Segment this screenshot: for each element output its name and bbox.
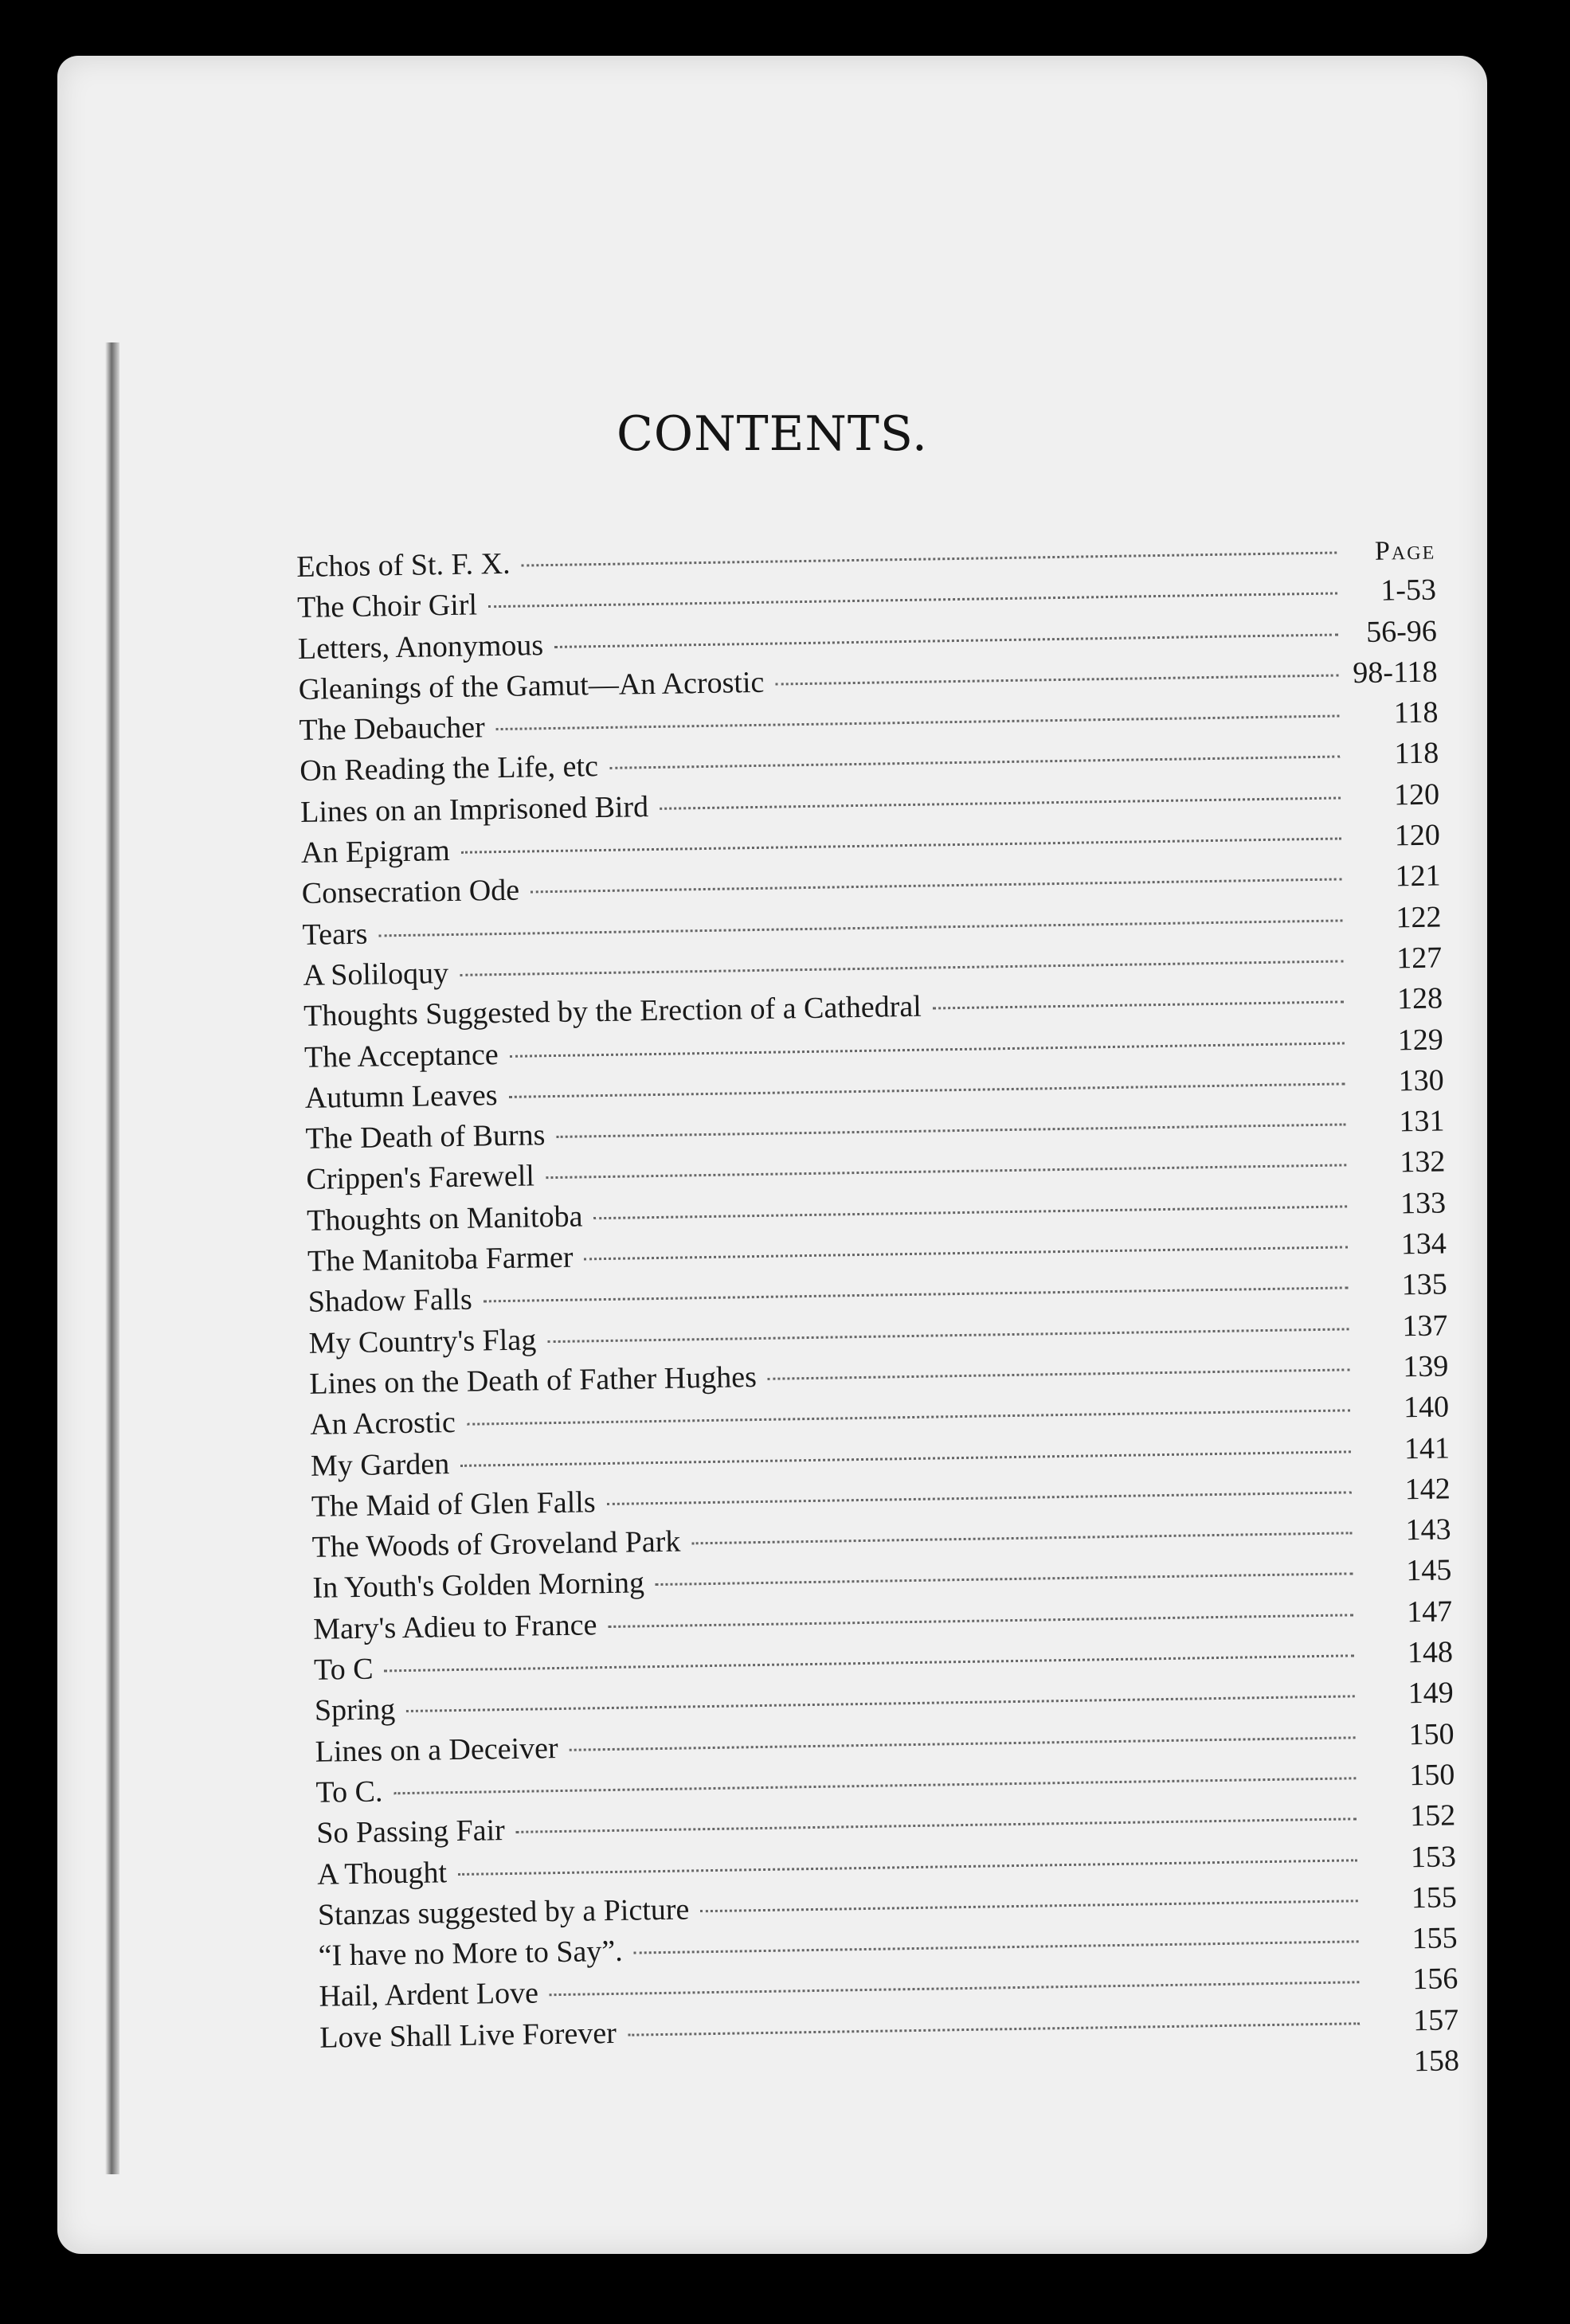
toc-entry-title: Lines on a Deceiver [315, 1731, 558, 1769]
toc-entry-title: A Thought [316, 1855, 448, 1892]
toc-entry-title: On Reading the Life, etc [300, 749, 599, 788]
toc-entry-title: Mary's Adieu to France [312, 1607, 597, 1646]
toc-entry-page: 129 [1397, 1023, 1444, 1057]
dot-leader [607, 1491, 1352, 1505]
toc-entry-page: 56-96 [1365, 614, 1438, 649]
toc-entry-page: 149 [1408, 1676, 1455, 1711]
dot-leader [488, 593, 1337, 608]
toc-entry-page: 155 [1411, 1921, 1458, 1956]
toc-entry-title: Echos of St. F. X. [296, 546, 511, 584]
toc-entry-page: 120 [1394, 818, 1441, 853]
dot-leader [458, 1859, 1357, 1876]
dot-leader [608, 1614, 1353, 1628]
toc-entry-page: 156 [1412, 1962, 1458, 1997]
dot-leader [556, 1124, 1345, 1139]
dot-leader [461, 838, 1341, 854]
toc-entry-title: Shadow Falls [307, 1282, 473, 1320]
toc-entry-page: 133 [1400, 1186, 1447, 1221]
toc-entry-page: 155 [1411, 1880, 1458, 1915]
toc-entry-page: 158 [1413, 2044, 1460, 2079]
dot-leader [516, 1817, 1357, 1833]
dot-leader [691, 1532, 1352, 1544]
toc-entry-page: 141 [1404, 1430, 1451, 1465]
toc-entry-page: 147 [1406, 1594, 1453, 1629]
toc-entry-page: Page [1374, 535, 1436, 566]
toc-entry-title: Gleanings of the Gamut—An Acrostic [298, 665, 765, 706]
toc-entry-page: 118 [1393, 695, 1439, 730]
dot-leader [768, 1368, 1350, 1379]
dot-leader [775, 674, 1338, 685]
dot-leader [700, 1899, 1357, 1912]
spine-shadow [105, 342, 119, 2174]
toc-entry-page: 142 [1404, 1472, 1451, 1507]
toc-entry-page: 120 [1393, 777, 1440, 812]
toc-entry-page: 134 [1400, 1227, 1447, 1262]
dot-leader [508, 1082, 1345, 1097]
toc-entry-title: Thoughts Suggested by the Erection of a Cathedral [303, 990, 922, 1034]
toc-entry-page: 118 [1394, 736, 1439, 771]
toc-entry-page: 148 [1407, 1635, 1454, 1670]
toc-entry-page: 137 [1402, 1309, 1448, 1343]
dot-leader [510, 1042, 1345, 1057]
toc-entry-page: 145 [1405, 1553, 1452, 1588]
toc-entry-title: “I have no More to Say”. [318, 1934, 624, 1973]
toc-entry-page: 132 [1399, 1144, 1446, 1180]
dot-leader [546, 1164, 1346, 1180]
dot-leader [484, 1287, 1349, 1303]
toc-entry-page: 98-118 [1353, 655, 1438, 691]
toc-entry-title: An Acrostic [309, 1406, 456, 1442]
toc-entry-title: Consecration Ode [301, 874, 520, 911]
toc-entry-page: 122 [1396, 900, 1442, 935]
toc-entry-title: The Death of Burns [305, 1118, 546, 1156]
toc-entry-title: The Manitoba Farmer [307, 1240, 574, 1278]
toc-entry-page: 139 [1402, 1349, 1449, 1384]
dot-leader [628, 2022, 1360, 2036]
toc-entry-title: The Woods of Groveland Park [311, 1524, 681, 1564]
toc-entry-title: Love Shall Live Forever [319, 2016, 617, 2055]
dot-leader [467, 1410, 1350, 1426]
toc-entry-title: Lines on an Imprisoned Bird [300, 789, 649, 829]
dot-leader [554, 633, 1338, 648]
dot-leader [460, 960, 1343, 976]
toc-entry-title: My Country's Flag [308, 1323, 537, 1360]
page-title: CONTENTS. [617, 406, 928, 462]
dot-leader [385, 1654, 1354, 1672]
toc-entry-title: In Youth's Golden Morning [312, 1566, 645, 1606]
toc-entry-page: 152 [1409, 1798, 1456, 1833]
toc-entry-title: Hail, Ardent Love [319, 1976, 539, 2014]
dot-leader [406, 1696, 1355, 1713]
dot-leader [547, 1328, 1349, 1343]
dot-leader [550, 1982, 1359, 1997]
toc-entry-title: The Maid of Glen Falls [311, 1485, 596, 1524]
toc-entry-title: To C [313, 1652, 374, 1687]
dot-leader [378, 919, 1342, 937]
dot-leader [933, 1001, 1344, 1010]
toc-entry-page: 143 [1405, 1512, 1451, 1547]
toc-entry-title: Letters, Anonymous [297, 628, 544, 666]
book-page [57, 56, 1487, 2254]
toc-entry-page: 130 [1398, 1063, 1444, 1098]
toc-entry-title: To C. [315, 1774, 383, 1810]
toc-entry-title: My Garden [310, 1446, 450, 1483]
dot-leader [593, 1205, 1347, 1219]
dot-leader [634, 1940, 1359, 1954]
dot-leader [522, 551, 1337, 566]
toc-entry-page: 157 [1412, 2002, 1459, 2037]
toc-entry-page: 127 [1396, 941, 1443, 976]
toc-entry-page: 128 [1396, 981, 1443, 1016]
table-of-contents [296, 532, 1459, 2103]
toc-entry-title: A Soliloquy [303, 957, 449, 992]
dot-leader [656, 1573, 1353, 1587]
dot-leader [496, 715, 1340, 731]
toc-entry-page: 140 [1403, 1390, 1450, 1425]
toc-entry-page: 131 [1399, 1104, 1445, 1139]
toc-entry-title: Spring [314, 1692, 396, 1728]
toc-entry-title: The Debaucher [299, 710, 486, 748]
toc-entry-title: Stanzas suggested by a Picture [317, 1892, 690, 1932]
dot-leader [393, 1777, 1356, 1794]
dot-leader [609, 756, 1340, 769]
toc-entry-page: 153 [1410, 1839, 1457, 1874]
toc-entry-title: Crippen's Farewell [306, 1159, 535, 1197]
toc-entry-title: The Choir Girl [296, 588, 478, 625]
toc-entry-title: Autumn Leaves [304, 1078, 498, 1115]
spacer [320, 2072, 1372, 2088]
toc-entry-page: 135 [1401, 1267, 1448, 1302]
toc-entry-title: The Acceptance [303, 1037, 499, 1074]
dot-leader [584, 1246, 1347, 1260]
toc-entry-page: 1-53 [1380, 573, 1437, 608]
toc-entry-page: 150 [1408, 1716, 1455, 1751]
toc-entry-title: Lines on the Death of Father Hughes [309, 1360, 758, 1401]
dot-leader [460, 1450, 1351, 1467]
toc-entry-title: Tears [302, 917, 368, 952]
toc-entry-page: 150 [1409, 1758, 1455, 1793]
dot-leader [660, 796, 1341, 809]
toc-entry-page: 121 [1395, 859, 1441, 894]
toc-entry-title: Thoughts on Manitoba [306, 1199, 583, 1238]
toc-entry-title: An Epigram [300, 834, 451, 871]
dot-leader [570, 1736, 1356, 1751]
toc-entry-title: So Passing Fair [315, 1813, 506, 1851]
dot-leader [531, 878, 1342, 894]
